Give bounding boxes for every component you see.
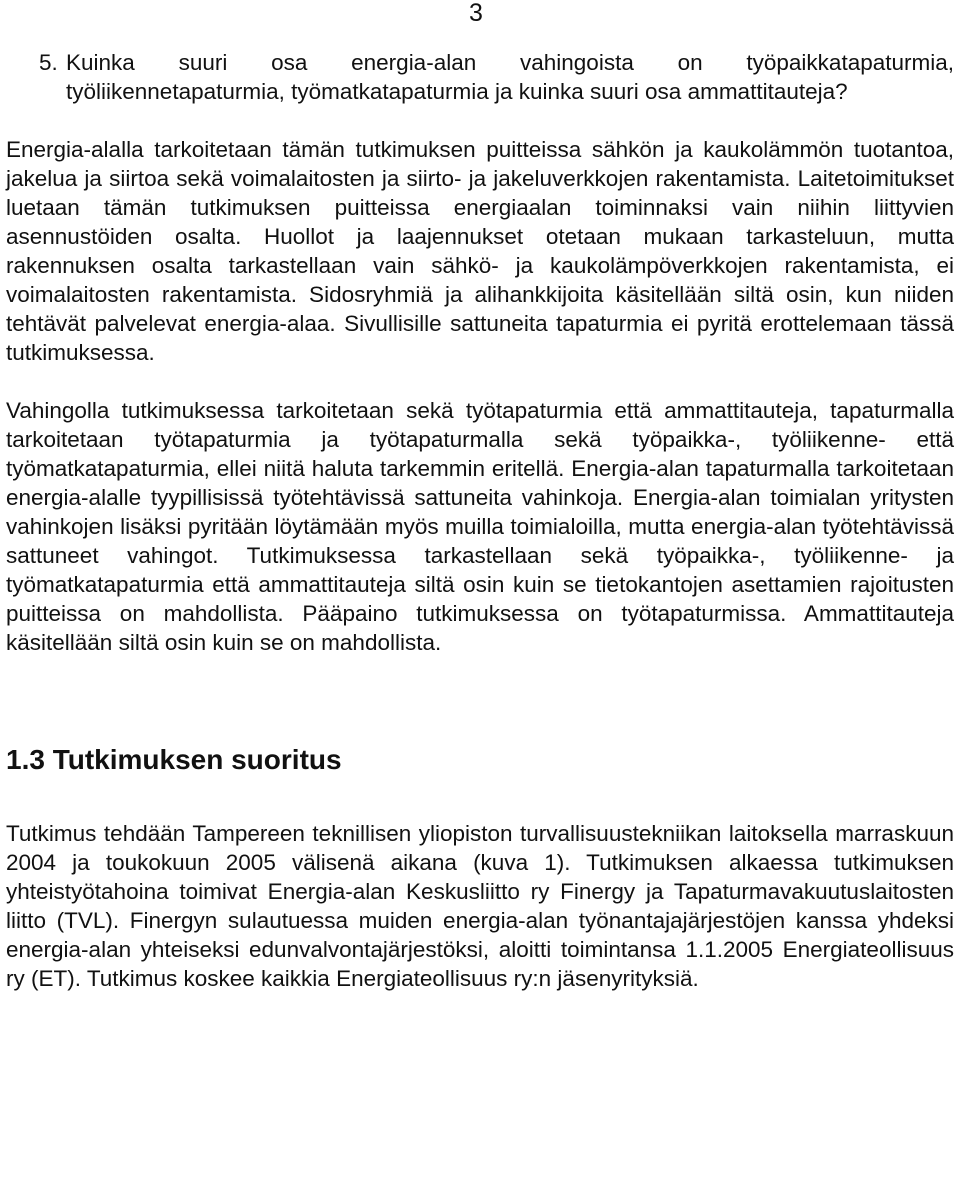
section-heading-wrapper xyxy=(6,744,954,819)
page-number: 3 xyxy=(469,0,483,27)
main-content xyxy=(6,48,954,1022)
question-number: 5. xyxy=(39,50,58,75)
paragraph-definitions: Vahingolla tutkimuksessa tarkoitetaan sekä työtapaturmia että ammattitauteja, tapaturmalla tarkoitetaan työtapaturmia ja työtapaturmalla sekä työpaikka-, työliikenne- että työmatkatapaturmia, ellei niitä haluta tarkemmin eritellä. Energia-alan tapaturmalla tarkoitetaan energia-alalle tyypillisissä työtehtävissä sattuneita vahinkoja. Energia-alan toimialan yritysten vahinkojen lisäksi pyritään löytämään myös muilla toimialoilla, mutta energia-alan työtehtävissä sattuneet vahingot. Tutkimuksessa tarkastellaan sekä työpaikka-, työliikenne- ja työmatkatapaturmia että ammattitauteja siltä osin kuin se tietokantojen asettamien rajoitusten puitteissa on mahdollista. Pääpaino tutkimuksessa on työtapaturmissa. Ammattitauteja käsitellään siltä osin kuin se on mahdollista. xyxy=(6,398,954,655)
paragraph-scope: Energia-alalla tarkoitetaan tämän tutkimuksen puitteissa sähkön ja kaukolämmön tuotantoa, jakelua ja siirtoa sekä voimalaitosten ja siirto- ja jakeluverkkojen rakentamista. Laitetoimitukset luetaan tämän tutkimuksen puitteissa energiaalan toiminnaksi vain niihin liittyvien asennustöiden osalta. Huollot ja laajennukset otetaan mukaan tarkasteluun, mutta rakennuksen osalta tarkastellaan vain sähkö- ja kaukolämpöverkkojen rakentamista, ei voimalaitosten rakentamista. Sidosryhmiä ja alihankkijoita käsitellään siltä osin, kun niiden tehtävät palvelevat energia-alaa. Sivullisille sattuneita tapaturmia ei pyritä erottelemaan tässä tutkimuksessa. xyxy=(6,137,954,365)
question-text: Kuinka suuri osa energia-alan vahingoista on työpaikkatapaturmia, työliikennetapaturmia, työmatkatapaturmia ja kuinka suuri osa ammattitauteja? xyxy=(66,50,954,104)
section-heading: 1.3 Tutkimuksen suoritus xyxy=(6,744,342,775)
spacer xyxy=(6,686,954,744)
paragraph-execution: Tutkimus tehdään Tampereen teknillisen yliopiston turvallisuustekniikan laitoksella marraskuun 2004 ja toukokuun 2005 välisenä aikana (kuva 1). Tutkimuksen alkaessa tutkimuksen yhteistyötahoina toimivat Energia-alan Keskusliitto ry Finergy ja Tapaturmavakuutuslaitosten liitto (TVL). Finergyn sulautuessa muiden energia-alan työnantajajärjestöjen kanssa yhdeksi energia-alan yhteiseksi edunvalvontajärjestöksi, aloitti toimintansa 1.1.2005 Energiateollisuus ry (ET). Tutkimus koskee kaikkia Energiateollisuus ry:n jäsenyrityksiä. xyxy=(6,821,954,991)
question-item xyxy=(6,48,954,106)
